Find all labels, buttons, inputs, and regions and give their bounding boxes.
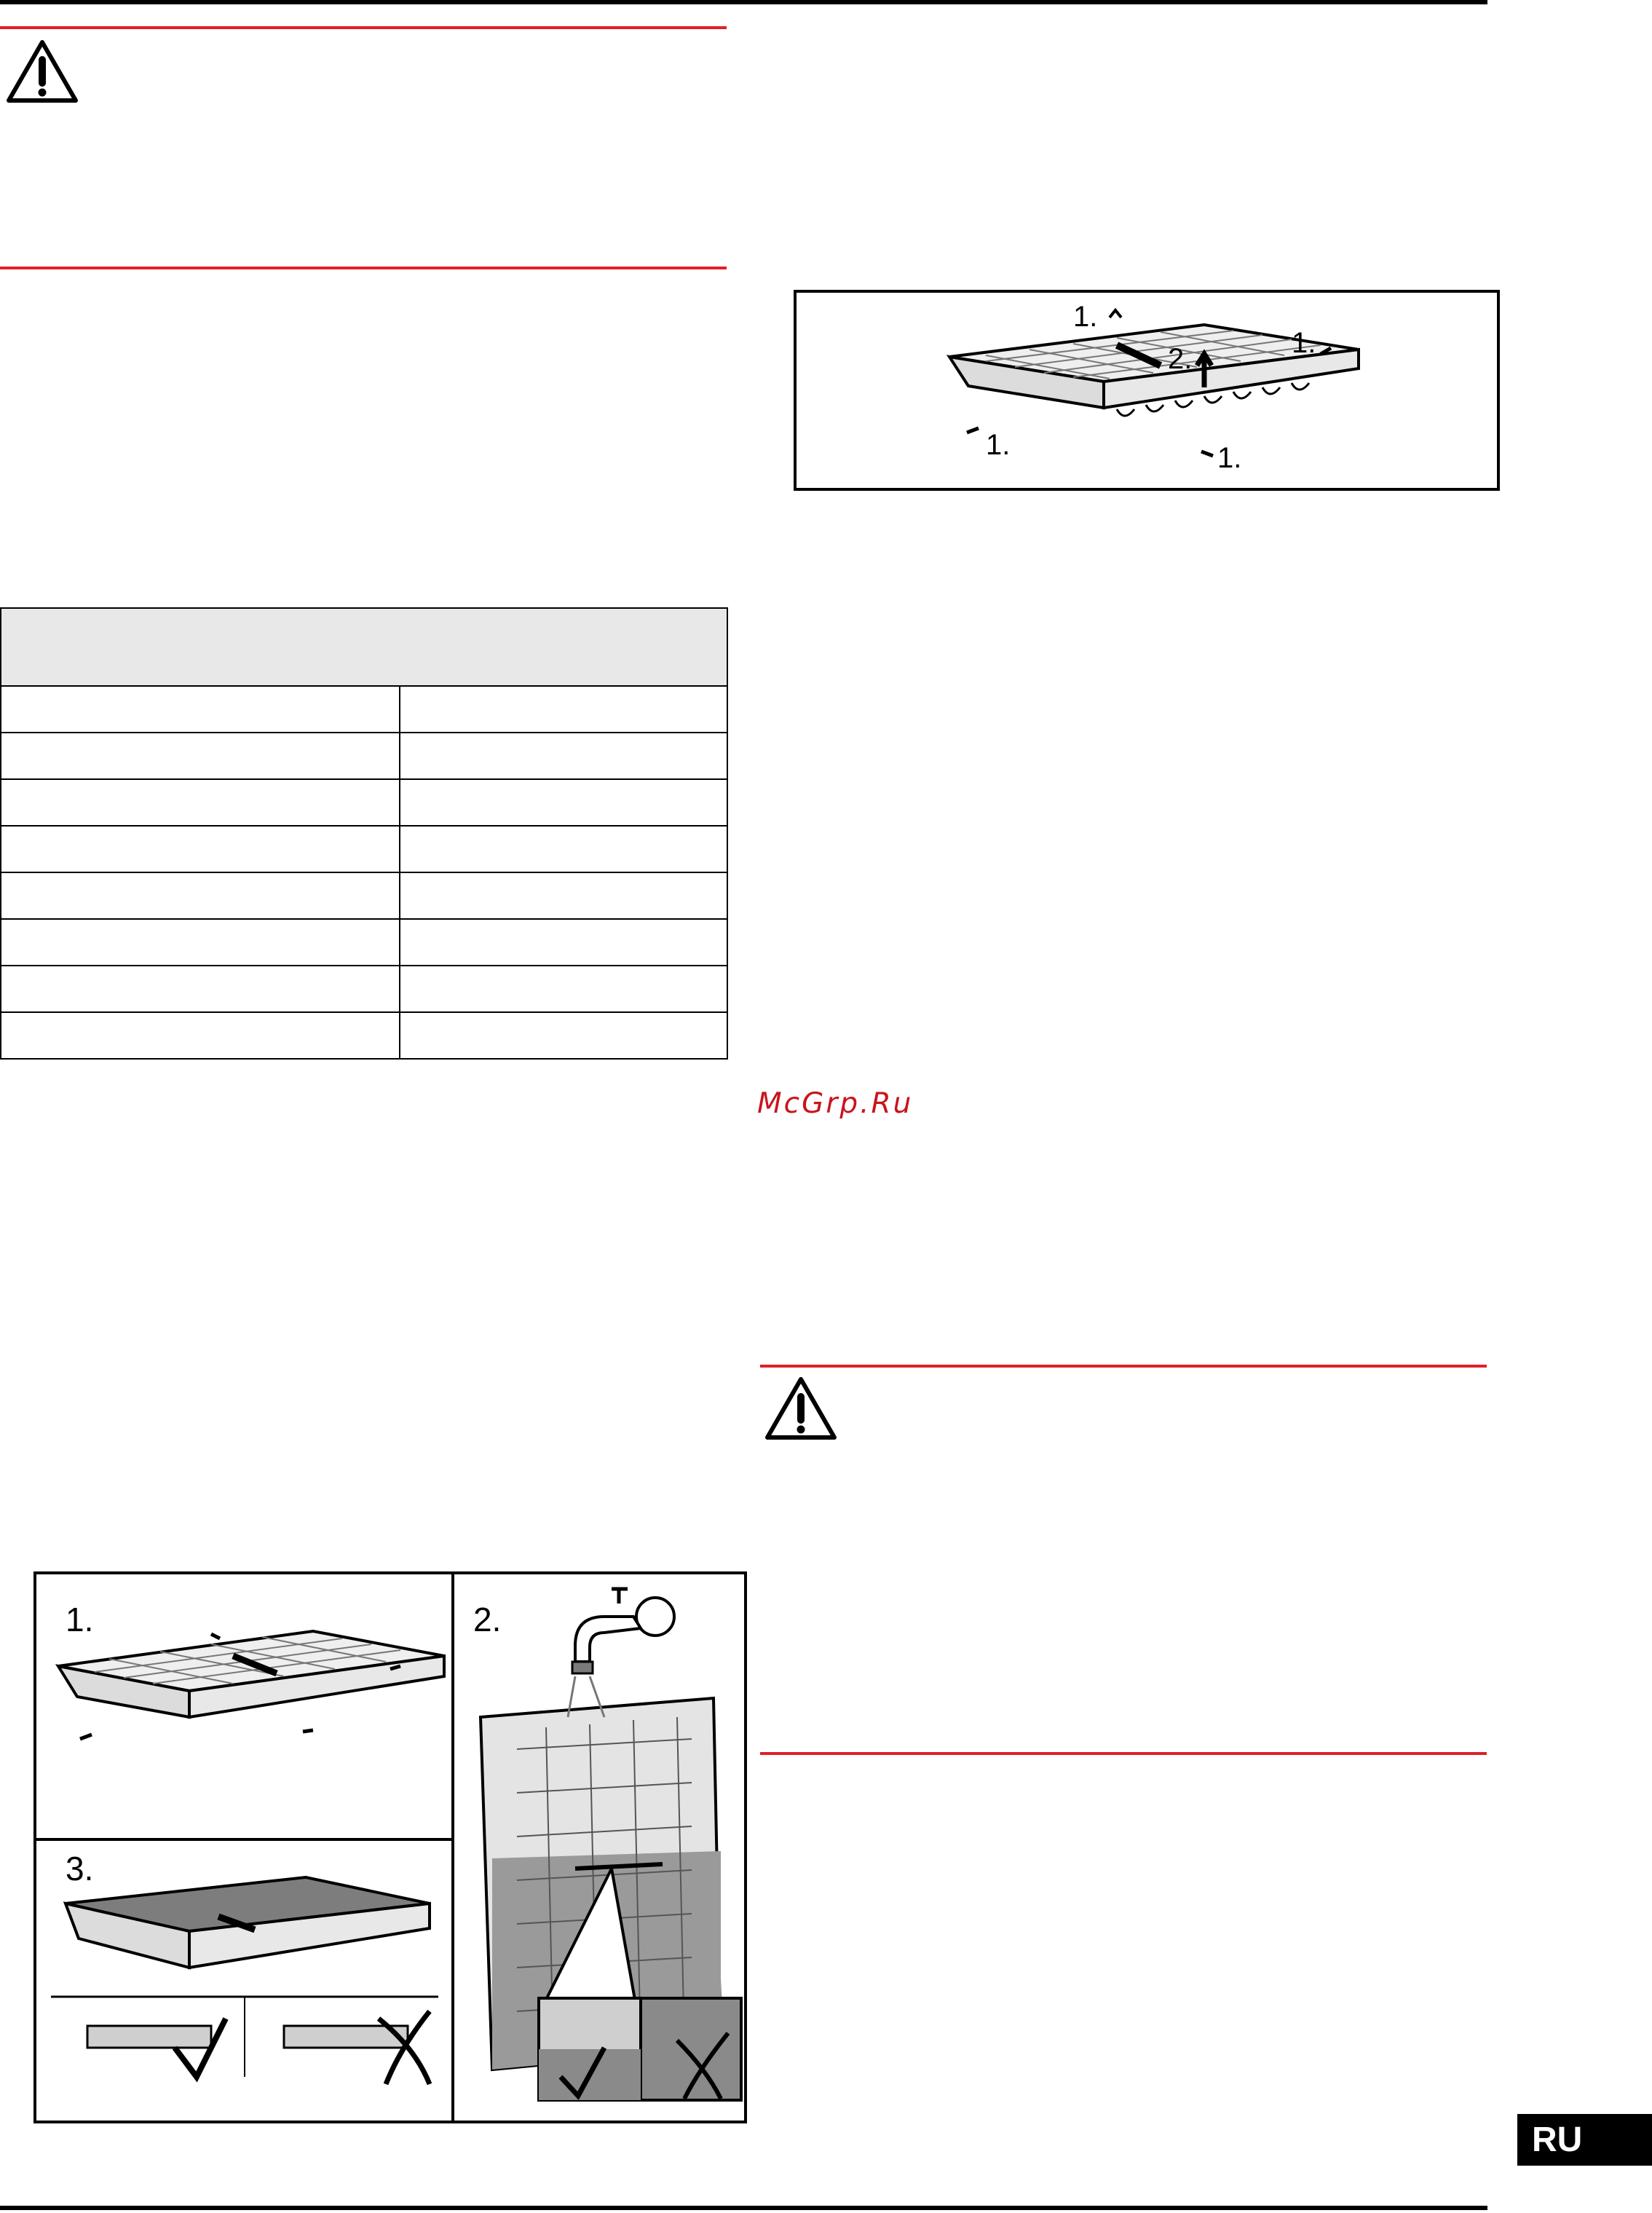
table-row	[1, 686, 727, 733]
table-cell	[1, 733, 400, 779]
warning-rule-top-right	[760, 1365, 1487, 1368]
language-badge: RU	[1517, 2114, 1652, 2166]
table-cell	[1, 826, 400, 872]
panel-label: 3.	[66, 1850, 94, 1887]
table-row	[1, 733, 727, 779]
table-header-row	[1, 608, 727, 686]
table-cell	[400, 872, 727, 919]
top-rule	[0, 0, 1487, 4]
table-cell	[1, 1012, 400, 1059]
bottom-rule	[0, 2206, 1487, 2210]
table-row	[1, 919, 727, 966]
table-cell	[400, 919, 727, 966]
table-cell	[400, 686, 727, 733]
table-row	[1, 826, 727, 872]
step-label: 1.	[1073, 301, 1098, 333]
table-cell	[1, 919, 400, 966]
figure-filter-removal	[794, 290, 1500, 491]
step-label: 1.	[986, 429, 1011, 461]
spec-table	[0, 607, 728, 1060]
step-label: 2.	[1168, 343, 1193, 375]
table-cell	[1, 966, 400, 1012]
table-row	[1, 966, 727, 1012]
warning-icon	[763, 1375, 839, 1442]
watermark: McGrp.Ru	[757, 1087, 914, 1120]
faucet-icon	[572, 1589, 674, 1673]
table-header-cell	[1, 608, 727, 686]
panel-label: 2.	[473, 1601, 502, 1638]
table-row	[1, 1012, 727, 1059]
table-cell	[400, 1012, 727, 1059]
step-label: 1.	[1217, 442, 1242, 474]
filter-cleaning-illustration	[36, 1574, 744, 2121]
table-cell	[400, 779, 727, 826]
table-cell	[400, 733, 727, 779]
table-cell	[400, 826, 727, 872]
table-cell	[1, 686, 400, 733]
table-row	[1, 872, 727, 919]
warning-rule-bottom-left	[0, 267, 727, 269]
warning-rule-bottom-right	[760, 1752, 1487, 1755]
table-cell	[400, 966, 727, 1012]
table-row	[1, 779, 727, 826]
filter-removal-illustration	[797, 293, 1497, 488]
warning-rule-top-left	[0, 26, 727, 29]
table-cell	[1, 779, 400, 826]
step-label: 1.	[1292, 327, 1316, 359]
table-cell	[1, 872, 400, 919]
figure-filter-cleaning	[33, 1571, 747, 2123]
panel-label: 1.	[66, 1601, 94, 1638]
warning-icon	[4, 38, 80, 105]
